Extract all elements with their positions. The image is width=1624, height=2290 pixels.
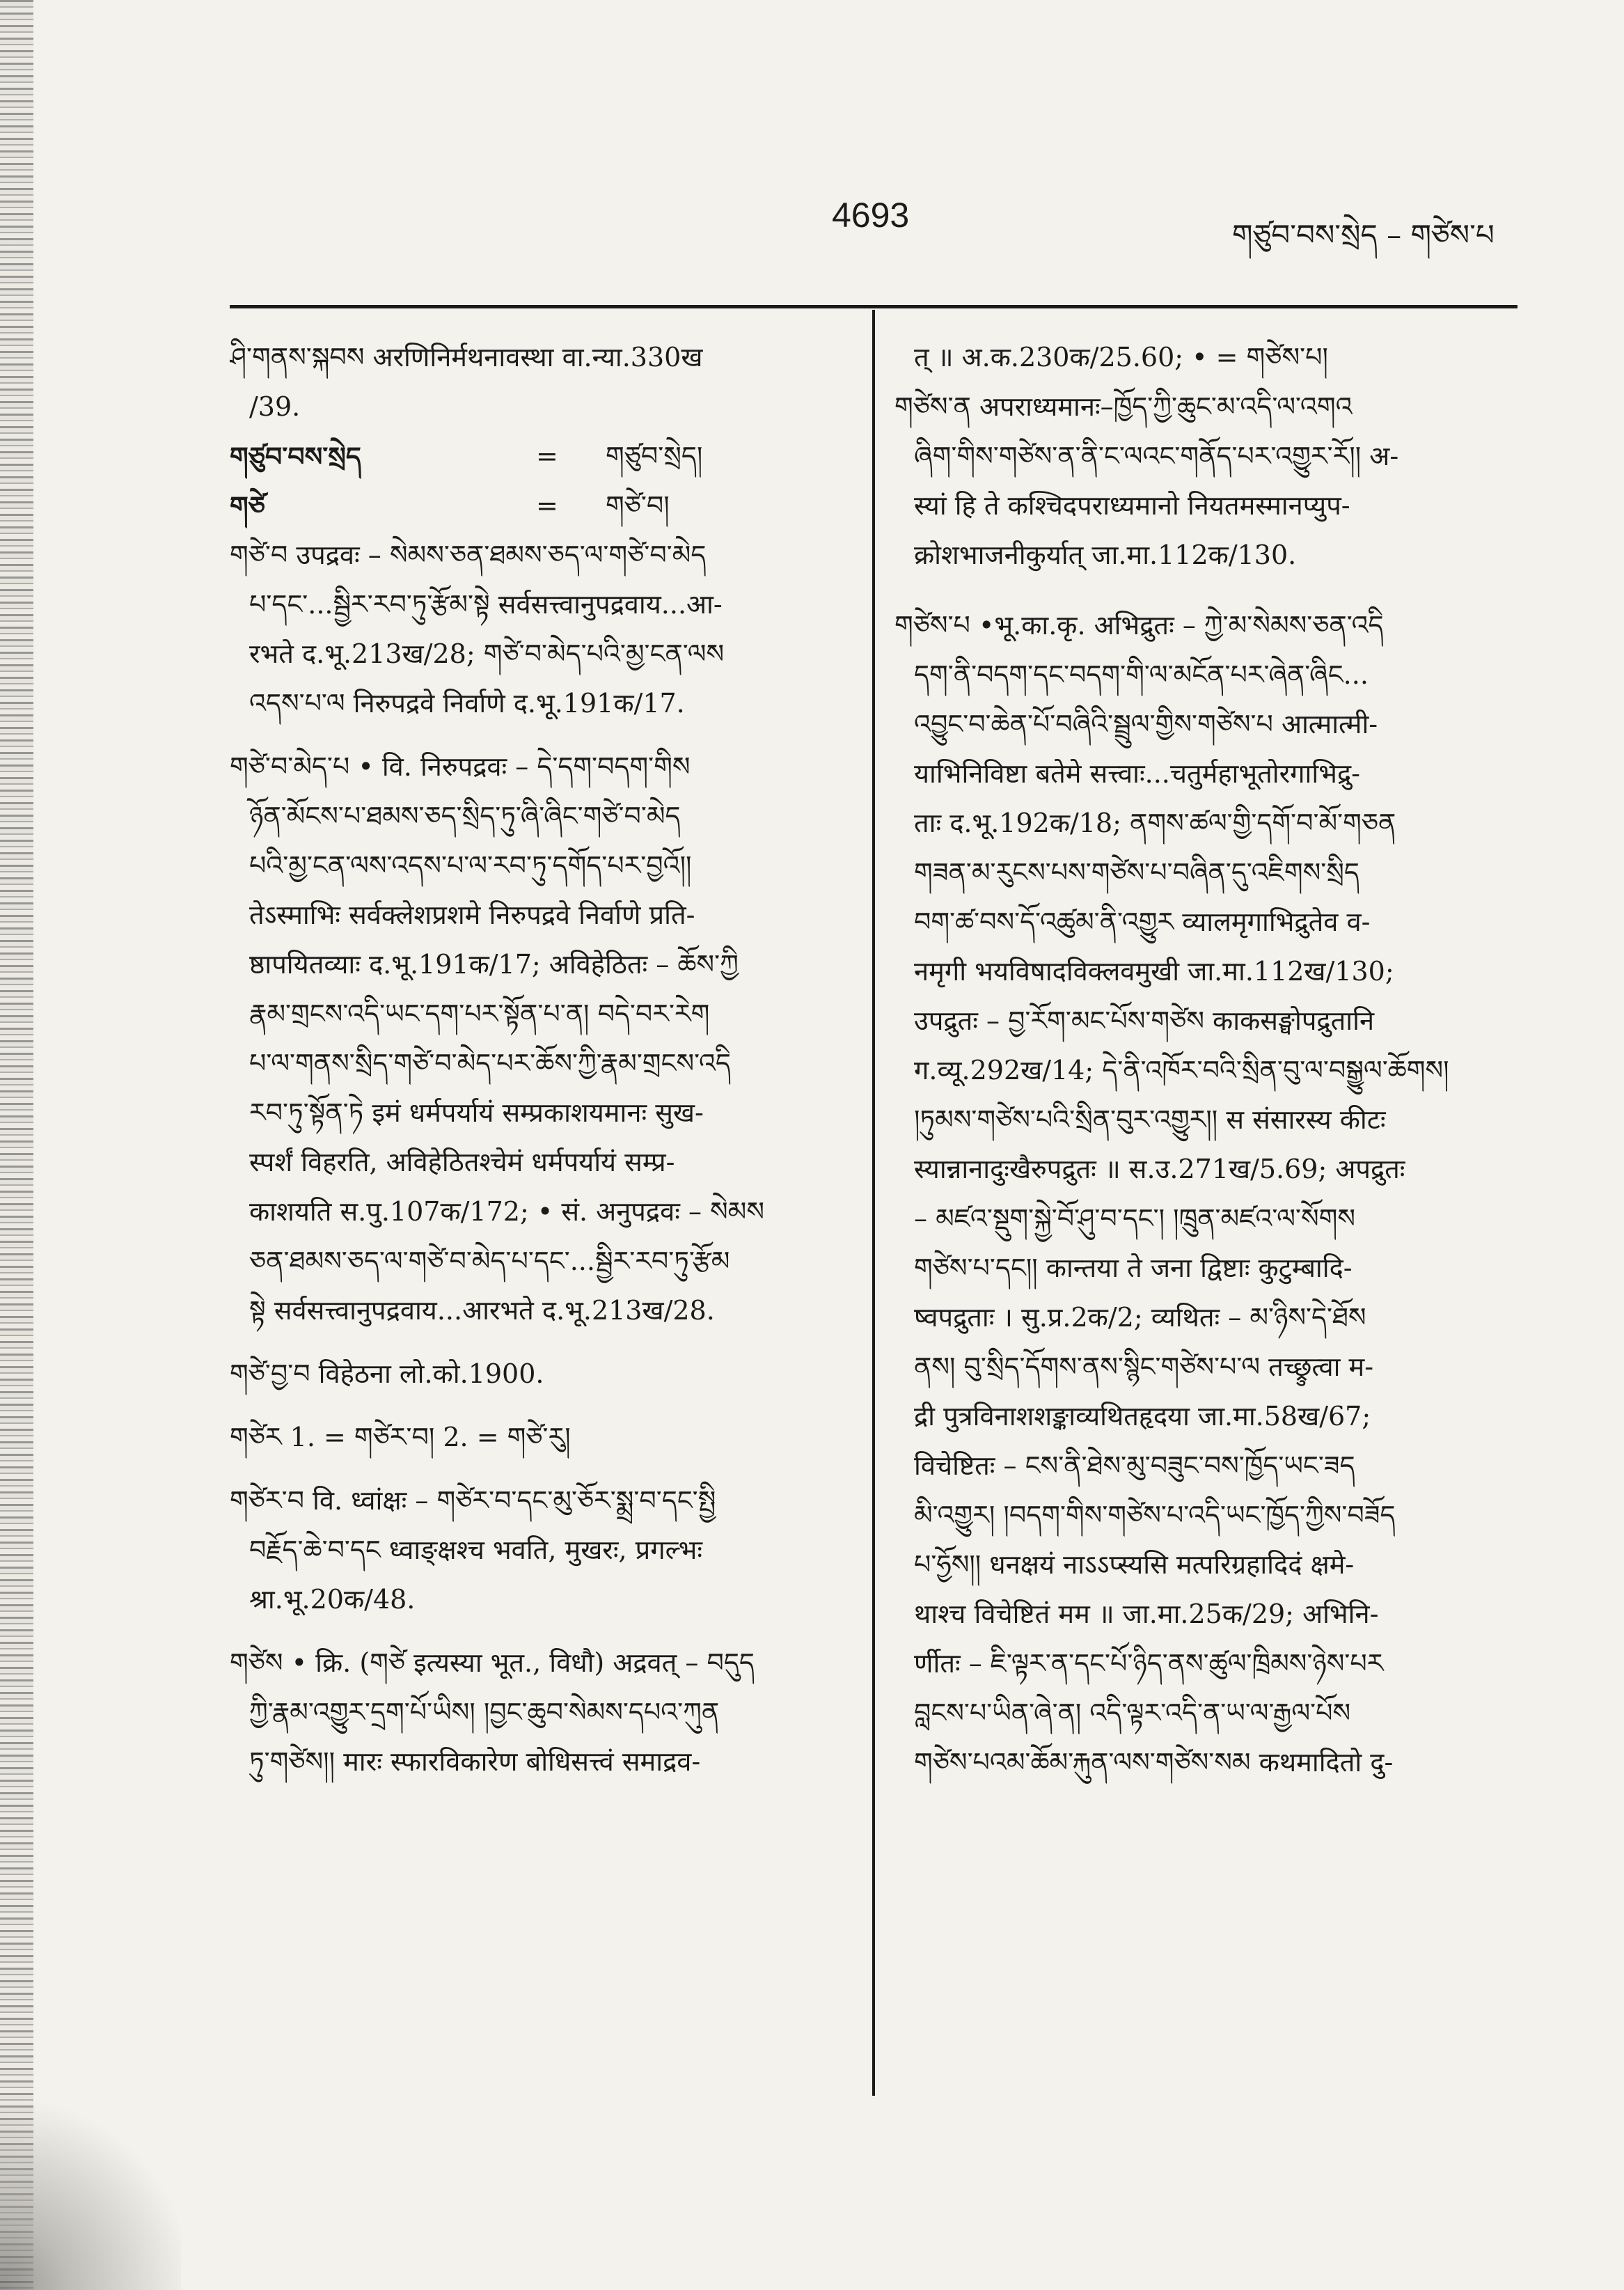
entry-line: འདས་པ་ལ निरुपद्रवे निर्वाणे द.भू.191क/17. [249,688,685,719]
entry-line: སྟེ सर्वसत्त्वानुपद्रवाय...आरभते द.भू.213ख/28. [249,1295,715,1326]
entry-line: པའི་མྱ་ངན་ལས་འདས་པ་ལ་རབ་ཏུ་དགོད་པར་བྱའོ།། [249,850,692,881]
entry-line: པ་དང་...སྦྱིར་རབ་ཏུ་རྩོམ་སྟེ सर्वसत्त्वानुपद्रवाय...आ- [249,589,723,620]
entry-line: འབྱུང་བ་ཆེན་པོ་བཞིའི་སྦྲུལ་གྱིས་གཙེས་པ आत्मात्मी- [914,709,1378,739]
entry-line: ཤི་གནས་སྐབས अरणिनिर्मथनावस्था वा.न्या.330ख [230,342,703,372]
equivalence-row [230,432,853,481]
entry-line: གཟན་མ་རུངས་པས་གཙེས་པ་བཞིན་དུ་འཇིགས་སྲིད [914,857,1359,888]
entry-line: གཙེས་པའམ་ཆོམ་རྐུན་ལས་གཙེས་སམ कथमादितो दु- [914,1747,1394,1778]
entry-line: དག་ནི་བདག་དང་བདག་གི་ལ་མངོན་པར་ཞེན་ཞིང... [914,659,1369,690]
entry-line: स्यां हि ते कश्चिदपराध्यमानो नियतमस्मानप्युप- [914,490,1350,521]
entry-line: नमृगी भयविषादविक्लवमुखी जा.मा.112ख/130; [914,956,1394,987]
entry-line: श्रा.भू.20क/48. [249,1584,416,1615]
entry-line: द्री पुत्रविनाशशङ्काव्यथितहृदया जा.मा.58ख/67; [914,1401,1371,1432]
entry-line: གཙེ་བ་མེད་པ • वि. निरुपद्रवः – དེ་དག་བདག་གིས [230,751,691,782]
entry-line: བླངས་པ་ཡིན་ཞེ་ན། འདི་ལྟར་འདི་ན་ཡ་ལ་རྒྱལ་པོས [914,1697,1351,1728]
equivalence-ref: གཙེ་བ། [606,490,670,521]
column-divider [872,310,875,2096]
entry-line: विचेष्टितः – ངས་ནི་ཐེས་མུ་བཟུང་བས་ཁྱོད་ཡང་ཟད [914,1450,1355,1481]
page-number: 4693 [832,196,910,235]
equivalence-sign: = [536,441,558,471]
right-column [894,333,1514,1787]
entry-line: /39. [249,391,301,422]
entry-line: स्पर्शं विहरति, अविहेठितश्चेमं धर्मपर्यायं सम्प्र- [249,1147,675,1177]
scan-corner-shadow [0,2081,181,2290]
entry-line: – མཛའ་སྡུག་སྐྱེ་བོ་ཤུ་བ་དང་། །ཁྲུན་མཛའ་ལ་སོགས [914,1203,1356,1234]
entry-line: །ཏུམས་གཙེས་པའི་སྲིན་བུར་འགྱུར།། स संसारस्य कीटः [914,1104,1386,1135]
entry-line: བག་ཚ་བས་དོ་འཚུམ་ནི་འགྱུར व्यालमृगाभिद्रुतेव व- [914,907,1371,937]
entry-line: བརྗོད་ཆེ་བ་དང ध्वाङ्क्षश्च भवति, मुखरः, प्रगल्भः [249,1535,703,1565]
entry-line: རབ་ཏུ་སྟོན་ཏེ इमं धर्मपर्यायं सम्प्रकाशयमानः सुख- [249,1097,704,1128]
entry-line: ཉོན་མོངས་པ་ཐམས་ཅད་སྲིད་ཏུ་ཞི་ཞིང་གཙེ་བ་མེད [249,801,681,831]
entry-line: ताः द.भू.192क/18; ནགས་ཚལ་གྱི་དགོ་བ་མོ་གཅན [914,808,1396,838]
left-column [230,333,853,1787]
entry-line: थाश्च विचेष्टितं मम ॥ जा.मा.25क/29; अभिनि- [914,1599,1379,1629]
entry-line: ཞིག་གིས་གཙེས་ན་ནི་ང་ལའང་གནོད་པར་འགྱུར་རོ།། अ- [914,441,1399,471]
entry-line: མི་འགྱུར། །བདག་གིས་གཙེས་པ་འདི་ཡང་ཁྱོད་ཀྱིས་བཟོད [914,1500,1396,1530]
entry-line: ནས། བུ་སྲིད་དོགས་ནས་སྙིང་གཙེས་པ་ལ तच्छ्रुत्वा म- [914,1351,1374,1382]
entry-line: གཙེས་པ •भू.का.कृ. अभिद्रुतः – ཀྱེ་མ་སེམས་ཅན་འདི [894,610,1384,641]
entry-line: तेऽस्माभिः सर्वक्लेशप्रशमे निरुपद्रवे निर्वाणे प्रति- [249,900,695,930]
entry-line: रभते द.भू.213ख/28; གཙེ་བ་མེད་པའི་མྱ་ངན་ལས [249,638,725,669]
entry-line: རྣམ་གྲངས་འདི་ཡང་དག་པར་སྟོན་པ་ན། བདེ་བར་རེག [249,998,710,1029]
entry-line: याभिनिविष्टा बतेमे सत्त्वाः...चतुर्महाभूतोरगाभिद्रु- [914,758,1360,789]
entry-line: གཙེ་བ उपद्रवः – སེམས་ཅན་ཐམས་ཅད་ལ་གཙེ་བ་མེད [230,540,707,570]
equivalence-ref: གཙུབ་སྲེད། [606,441,703,471]
entry-line: གཙེས་པ་དང།། कान्तया ते जना द्विष्टाः कुटुम्बादि- [914,1253,1353,1283]
entry-line: གཙེར་བ वि. ध्वांक्षः – གཙེར་བ་དང་མུ་ཅོར་སྨྲ་བ་དང་སྤྱི [230,1485,716,1516]
entry-line: ष्वपद्रुताः । सु.प्र.2क/2; व्यथितः – མ་ཉིས་དེ་ཐོས [914,1302,1366,1333]
entry-line: པ་ཧྱོས།། धनक्षयं नाऽऽप्स्यसि मत्परिग्रहादिदं क्षमे- [914,1549,1355,1580]
entry-line: གཙེས • क्रि. (གཙེ इत्यस्या भूत., विधौ) अद्रवत् – བདུད [230,1647,755,1678]
entry-line: ཏུ་གཙེས།། मारः स्फारविकारेण बोधिसत्त्वं समाद्रव- [249,1746,701,1777]
entry-line: स्यान्नानादुःखैरुपद्रुतः ॥ स.उ.271ख/5.69; अपद्रुतः [914,1154,1405,1184]
entry-line: ष्ठापयितव्याः द.भू.191क/17; अविहेठितः – ཆོས་ཀྱི [249,949,739,980]
equivalence-term: གཙེ [230,490,265,521]
scan-edge-artifact [0,0,33,2290]
equivalence-term: གཙུབ་བས་སྲེད [230,441,361,472]
entry-line: उपद्रुतः – བྱ་རོག་མང་པོས་གཙེས काकसङ्घोपद्रुतानि [914,1005,1375,1036]
entry-line: གཙེར 1. = གཙེར་བ། 2. = གཙེ་རུ། [230,1422,571,1452]
running-head: གཙུབ་བས་སྲེད – གཙེས་པ [1232,218,1495,252]
equivalence-row [230,481,853,531]
equivalence-sign: = [536,490,558,521]
header-rule [230,305,1517,308]
entry-line: त् ॥ अ.क.230क/25.60; • = གཙེས་པ། [914,342,1328,372]
entry-line: གཙེས་ན अपराध्यमानः–ཁྱོད་ཀྱི་ཆུང་མ་འདི་ལ་འགའ [894,391,1353,422]
entry-line: काशयति स.पु.107क/172; • सं. अनुपद्रवः – སེམས [249,1196,765,1227]
entry-line: ग.व्यू.292ख/14; དེ་ནི་འཁོར་བའི་སྲིན་བུ་ལ་བསྒྱུལ་ཆོགས། [914,1055,1449,1085]
entry-line: क्रोशभाजनीकुर्यात् जा.मा.112क/130. [914,540,1297,570]
entry-line: གཙེ་བྱ་བ विहेठना लो.को.1900. [230,1358,544,1389]
entry-line: ཀྱི་རྣམ་འགྱུར་དྲག་པོ་ཡིས། །བྱང་ཆུབ་སེམས་དཔའ་ཀུན [249,1697,720,1727]
entry-line: र्णीतः – ཇི་ལྟར་ན་དང་པོ་ཉིད་ནས་ཚུལ་ཁྲིམས་ཉེས་པར [914,1648,1384,1679]
entry-line: པ་ལ་གནས་སྲིད་གཙེ་བ་མེད་པར་ཆོས་ཀྱི་རྣམ་གྲངས་འདི [249,1048,731,1079]
entry-line: ཅན་ཐམས་ཅད་ལ་གཙེ་བ་མེད་པ་དང་...སྦྱིར་རབ་ཏུ་རྩོམ [249,1246,730,1276]
